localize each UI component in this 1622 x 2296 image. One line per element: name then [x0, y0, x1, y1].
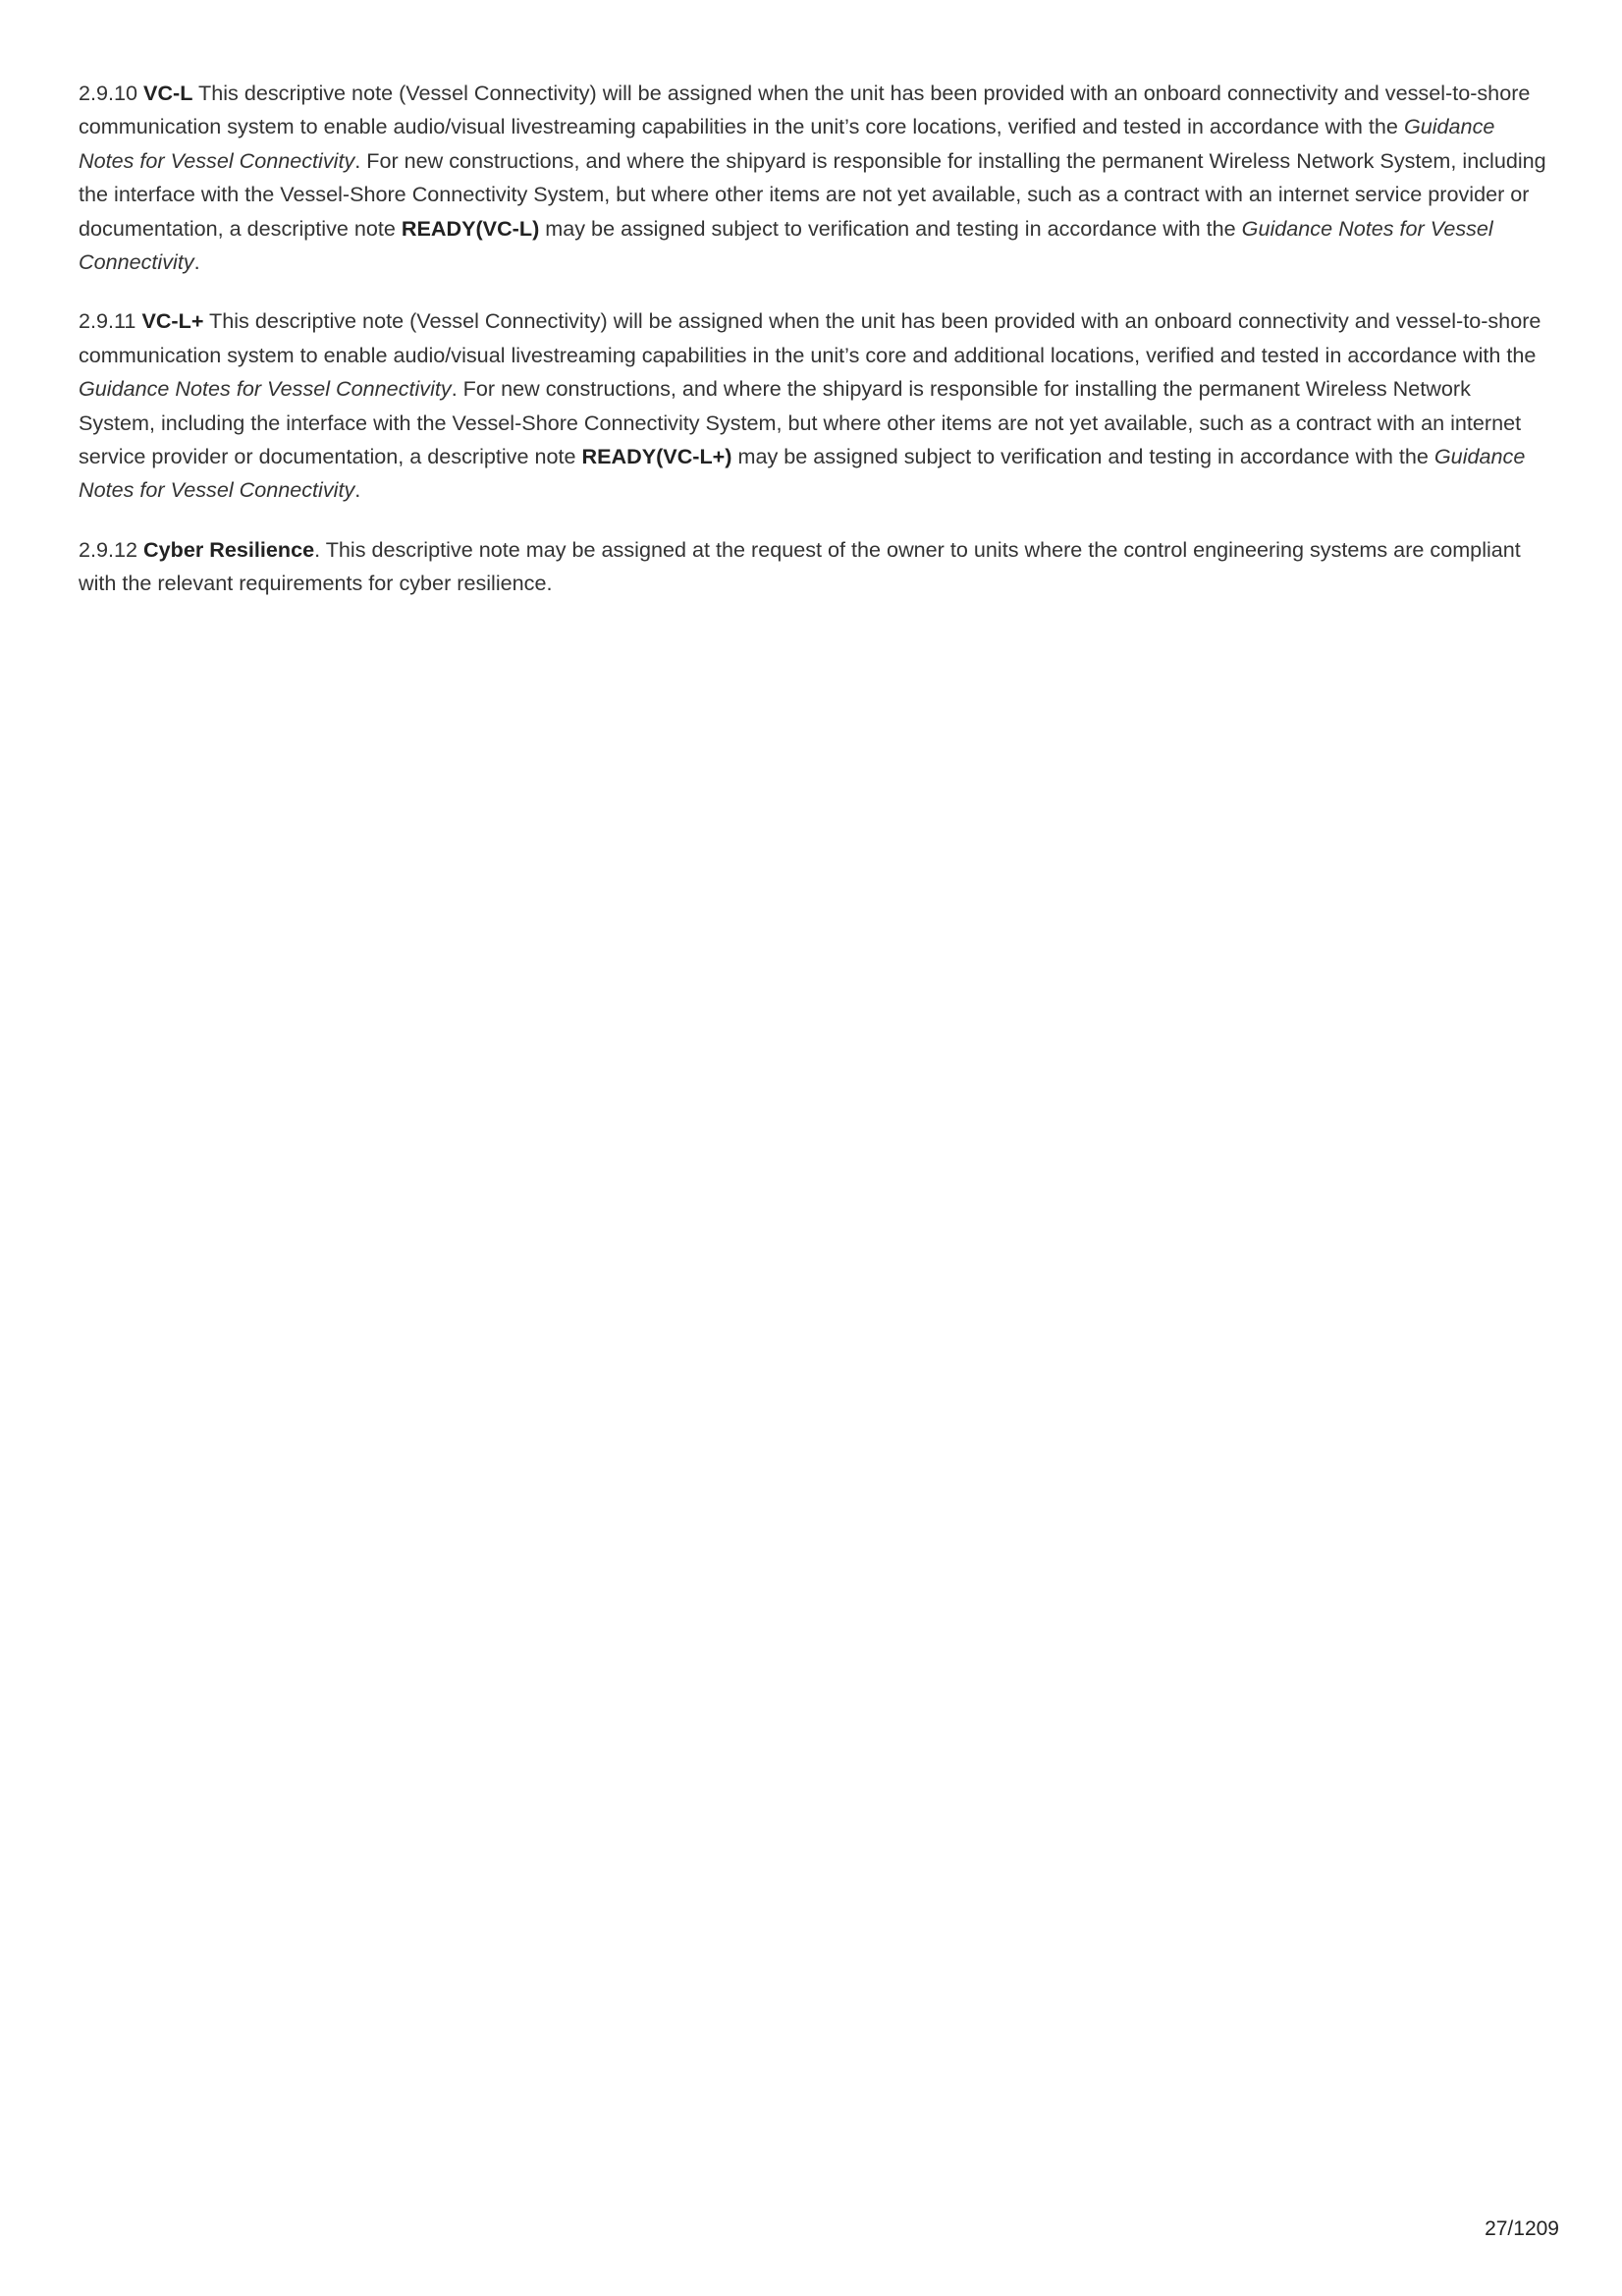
paragraph-text: may be assigned subject to verification and testing in accordance with the	[539, 215, 1242, 241]
paragraph-2-9-11	[79, 304, 1551, 507]
guidance-reference: Guidance Notes for Vessel Connectivity	[79, 444, 1526, 503]
notation-term: Cyber Resilience	[143, 536, 315, 562]
paragraph-text: .	[354, 477, 361, 503]
paragraph-text: This descriptive note (Vessel Connectivity) will be assigned when the unit has been provided with an onboard connectivity and vessel-to-shore communication system to enable audio/visual livestreaming capabilities in the unit’s core and additional locations, verified and tested in accordance with the	[79, 308, 1541, 367]
paragraph-text: . This descriptive note may be assigned at the request of the owner to units where the control engineering systems are compliant with the relevant requirements for cyber resilience.	[79, 536, 1521, 596]
section-number: 2.9.10	[79, 81, 138, 105]
notation-term: VC-L	[143, 81, 193, 105]
section-number: 2.9.11	[79, 308, 136, 334]
guidance-reference: Guidance Notes for Vessel Connectivity	[79, 114, 1495, 173]
guidance-reference: Guidance Notes for Vessel Connectivity	[79, 376, 452, 402]
paragraph-2-9-10	[79, 77, 1551, 279]
notation-term: VC-L+	[141, 308, 204, 334]
page-number: 27/1209	[1485, 2217, 1559, 2240]
paragraph-text: This descriptive note (Vessel Connectivity) will be assigned when the unit has been provided with an onboard connectivity and vessel-to-shore communication system to enable audio/visual livestreaming capabilities in the unit’s core locations, verified and tested in accordance with the	[79, 81, 1531, 139]
ready-notation: READY(VC-L+)	[581, 444, 732, 469]
ready-notation: READY(VC-L)	[401, 215, 540, 241]
paragraph-text: .	[193, 249, 200, 275]
section-number: 2.9.12	[79, 536, 138, 562]
document-body	[79, 77, 1551, 627]
guidance-reference: Guidance Notes for Vessel Connectivity	[79, 215, 1493, 275]
paragraph-text: . For new constructions, and where the shipyard is responsible for installing the permanent Wireless Network System, including the interface with the Vessel-Shore Connectivity System, but where other items are not yet available, such as a contract with an internet service provider or documentation, a descriptive note	[79, 147, 1546, 241]
paragraph-2-9-12	[79, 533, 1551, 601]
paragraph-text: may be assigned subject to verification and testing in accordance with the	[731, 444, 1434, 469]
paragraph-text: . For new constructions, and where the shipyard is responsible for installing the permanent Wireless Network System, including the interface with the Vessel-Shore Connectivity System, but where other items are not yet available, such as a contract with an internet service provider or documentation, a descriptive note	[79, 376, 1522, 469]
